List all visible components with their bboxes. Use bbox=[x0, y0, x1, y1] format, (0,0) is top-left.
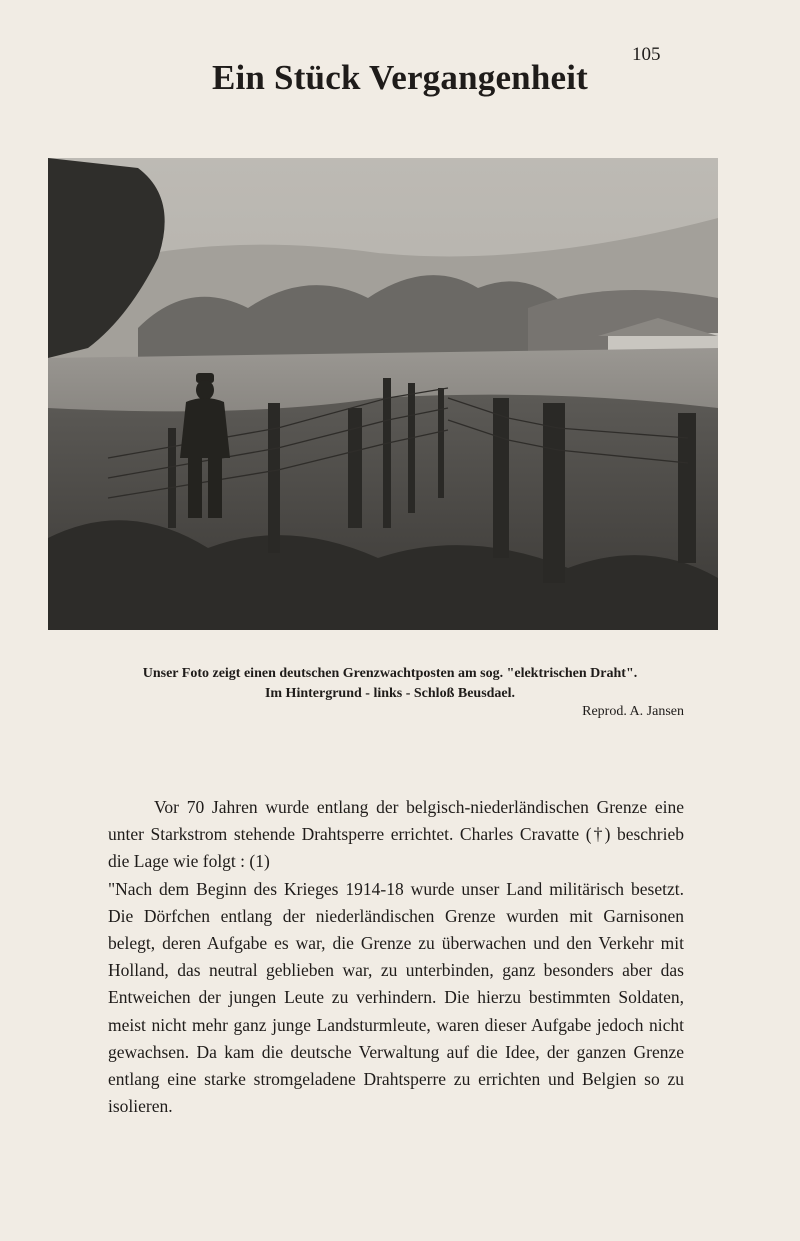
photo-caption bbox=[60, 664, 720, 704]
historical-photo bbox=[48, 158, 718, 630]
page-title: Ein Stück Vergangenheit bbox=[211, 58, 589, 97]
caption-line-1: Unser Foto zeigt einen deutschen Grenzwachtposten am sog. "elektrischen Draht". bbox=[142, 666, 638, 681]
paragraph-1: Vor 70 Jahren wurde entlang der belgisch-niederländischen Grenze eine unter Starkstrom stehende Drahtsperre errichtet. Charles Cravatte (†) beschrieb die Lage wie folgt : (1) bbox=[108, 797, 684, 872]
article-body bbox=[108, 794, 684, 1120]
caption-line-2: Im Hintergrund - links - Schloß Beusdael. bbox=[264, 686, 516, 701]
paragraph-2: "Nach dem Beginn des Krieges 1914-18 wurde unser Land militärisch besetzt. Die Dörfchen entlang der niederländischen Grenze wurden mit Garnisonen belegt, deren Aufgabe es war, die Grenze zu überwachen und den Verkehr mit Holland, das neutral geblieben war, zu unterbinden, ganz besonders aber das Entweichen der jungen Leute zu verhindern. Die hierzu bestimmten Soldaten, meist nicht mehr ganz junge Landsturmleute, waren dieser Aufgabe jedoch nicht gewachsen. Da kam die deutsche Verwaltung auf die Idee, der ganzen Grenze entlang eine starke stromgeladene Drahtsperre zu errichten und Belgien so zu isolieren. bbox=[108, 878, 684, 1117]
page-number: 105 bbox=[632, 44, 661, 65]
photo-credit: Reprod. A. Jansen bbox=[582, 704, 684, 719]
